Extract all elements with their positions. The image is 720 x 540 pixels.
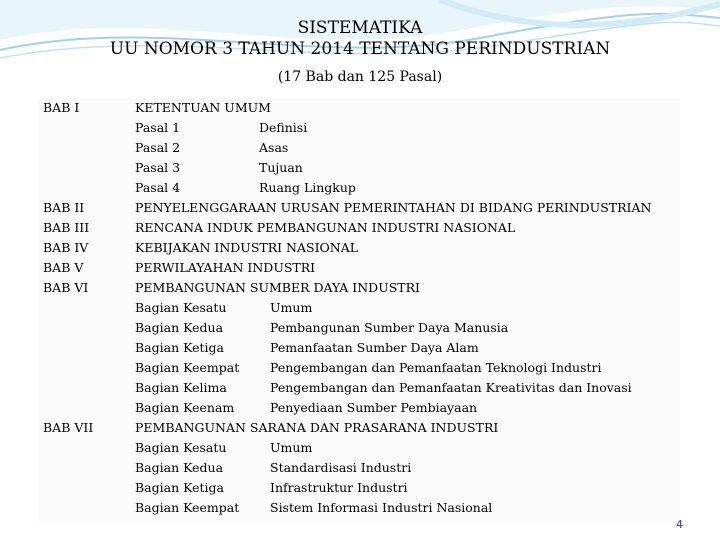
section-title: Bagian Kelima xyxy=(135,380,227,395)
section-detail: Standardisasi Industri xyxy=(270,460,412,475)
table-row xyxy=(38,118,680,138)
table-row xyxy=(38,438,680,458)
section-title: Bagian Keempat xyxy=(135,500,240,515)
section-detail: Pemanfaatan Sumber Daya Alam xyxy=(270,340,479,355)
table-row xyxy=(38,178,680,198)
section-detail: Infrastruktur Industri xyxy=(270,480,408,495)
section-detail: Pengembangan dan Pemanfaatan Teknologi Industri xyxy=(270,360,602,375)
section-title: Bagian Kedua xyxy=(135,320,224,335)
section-title: Bagian Keempat xyxy=(135,360,240,375)
section-title: PEMBANGUNAN SARANA DAN PRASARANA INDUSTRI xyxy=(135,420,499,435)
table-row xyxy=(38,298,680,318)
section-title: Bagian Kesatu xyxy=(135,300,227,315)
title-line-1: SISTEMATIKA xyxy=(297,18,423,38)
page-subtitle: (17 Bab dan 125 Pasal) xyxy=(277,69,443,85)
table-row xyxy=(38,258,680,278)
bab-label: BAB VII xyxy=(43,420,94,435)
title-line-2: UU NOMOR 3 TAHUN 2014 TENTANG PERINDUSTRIAN xyxy=(109,39,611,59)
bab-label: BAB I xyxy=(43,100,80,115)
section-detail: Tujuan xyxy=(259,160,303,175)
section-title: Pasal 3 xyxy=(135,160,181,175)
section-detail: Sistem Informasi Industri Nasional xyxy=(270,500,493,515)
table-row xyxy=(38,98,680,118)
content-table xyxy=(38,98,680,523)
table-row xyxy=(38,498,680,518)
table-row xyxy=(38,218,680,238)
bab-label: BAB VI xyxy=(43,280,89,295)
section-title: Bagian Kesatu xyxy=(135,440,227,455)
section-detail: Umum xyxy=(270,440,313,455)
section-title: Bagian Ketiga xyxy=(135,340,224,355)
table-row xyxy=(38,378,680,398)
section-detail: Ruang Lingkup xyxy=(259,180,356,195)
section-detail: Pengembangan dan Pemanfaatan Kreativitas dan Inovasi xyxy=(270,380,632,395)
table-row xyxy=(38,138,680,158)
section-title: PENYELENGGARAAN URUSAN PEMERINTAHAN DI BIDANG PERINDUSTRIAN xyxy=(135,200,652,215)
section-title: Pasal 1 xyxy=(135,120,181,135)
section-title: Bagian Ketiga xyxy=(135,480,224,495)
section-title: Bagian Keenam xyxy=(135,400,235,415)
section-title: KEBIJAKAN INDUSTRI NASIONAL xyxy=(135,240,359,255)
page-title xyxy=(0,18,720,60)
table-row xyxy=(38,478,680,498)
table-row xyxy=(38,418,680,438)
section-title: KETENTUAN UMUM xyxy=(135,100,271,115)
bab-label: BAB IV xyxy=(43,240,89,255)
table-row xyxy=(38,398,680,418)
section-title: RENCANA INDUK PEMBANGUNAN INDUSTRI NASIONAL xyxy=(135,220,516,235)
section-detail: Definisi xyxy=(259,120,308,135)
table-row xyxy=(38,318,680,338)
table-row xyxy=(38,358,680,378)
bab-label: BAB II xyxy=(43,200,85,215)
page-number: 4 xyxy=(676,518,683,531)
section-detail: Umum xyxy=(270,300,313,315)
bab-label: BAB III xyxy=(43,220,90,235)
section-detail: Asas xyxy=(259,140,289,155)
section-detail: Pembangunan Sumber Daya Manusia xyxy=(270,320,509,335)
section-title: Pasal 2 xyxy=(135,140,181,155)
table-row xyxy=(38,158,680,178)
table-row xyxy=(38,338,680,358)
section-title: Bagian Kedua xyxy=(135,460,224,475)
section-title: PERWILAYAHAN INDUSTRI xyxy=(135,260,316,275)
section-title: PEMBANGUNAN SUMBER DAYA INDUSTRI xyxy=(135,280,420,295)
table-row xyxy=(38,278,680,298)
section-detail: Penyediaan Sumber Pembiayaan xyxy=(270,400,478,415)
table-row xyxy=(38,238,680,258)
table-row xyxy=(38,198,680,218)
table-row xyxy=(38,458,680,478)
bab-label: BAB V xyxy=(43,260,84,275)
section-title: Pasal 4 xyxy=(135,180,181,195)
